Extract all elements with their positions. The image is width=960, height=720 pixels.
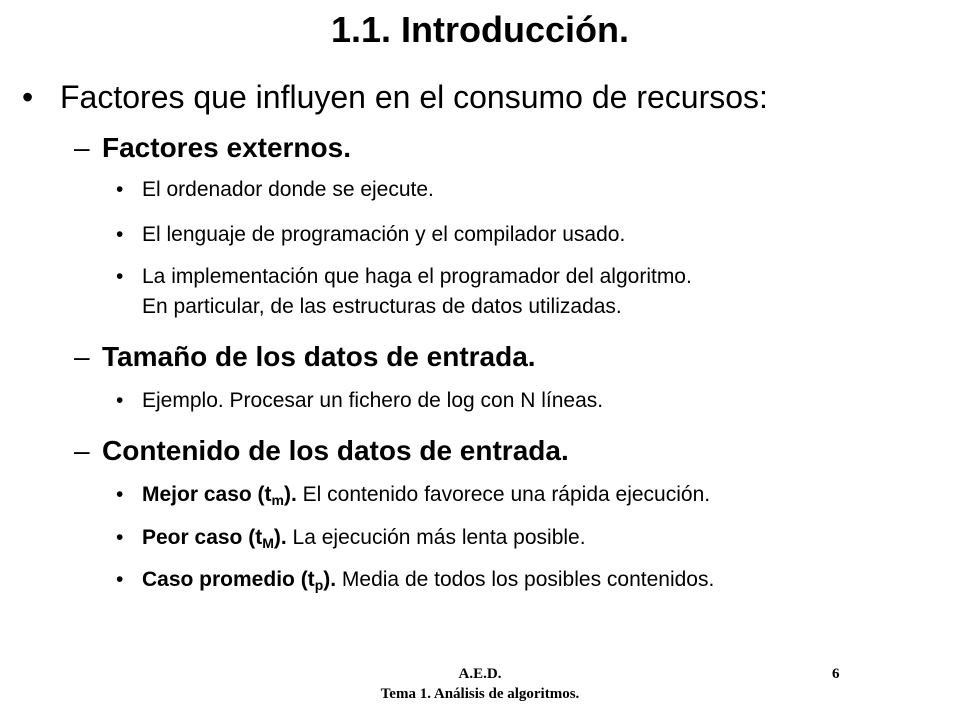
item-text: El ordenador donde se ejecute. xyxy=(142,178,434,201)
case-label-post: ). xyxy=(273,526,287,549)
footer-topic: Tema 1. Análisis de algoritmos. xyxy=(380,686,580,702)
bullet-mark: • xyxy=(116,483,124,506)
bullet-mark: • xyxy=(116,178,124,201)
section-heading-text: Factores externos. xyxy=(102,132,351,163)
case-label-pre: Mejor caso (t xyxy=(142,483,272,506)
list-item xyxy=(116,565,714,595)
list-item xyxy=(116,220,625,250)
bullet-mark: • xyxy=(116,265,124,288)
dash-mark: – xyxy=(74,341,90,372)
bullet-mark: • xyxy=(22,79,34,115)
section-heading-contenido-datos xyxy=(74,434,569,468)
bullet-mark: • xyxy=(116,389,124,412)
case-label xyxy=(142,526,287,549)
bullet-mark: • xyxy=(116,223,124,246)
case-subscript: M xyxy=(262,535,274,551)
case-subscript: p xyxy=(314,577,324,593)
case-label-pre: Caso promedio (t xyxy=(142,568,315,591)
section-heading-text: Tamaño de los datos de entrada. xyxy=(102,341,536,372)
case-label-pre: Peor caso (t xyxy=(142,526,263,549)
case-label xyxy=(142,483,297,506)
dash-mark: – xyxy=(74,132,90,163)
item-text: Ejemplo. Procesar un fichero de log con N líneas. xyxy=(142,389,604,412)
section-heading-text: Contenido de los datos de entrada. xyxy=(102,435,569,466)
list-item xyxy=(116,262,692,322)
main-bullet xyxy=(22,78,768,116)
case-subscript: m xyxy=(271,492,284,508)
item-text-line2: En particular, de las estructuras de datos utilizadas. xyxy=(142,295,622,318)
list-item xyxy=(116,480,710,510)
case-label-post: ). xyxy=(323,568,337,591)
case-label xyxy=(142,568,336,591)
case-label-post: ). xyxy=(283,483,297,506)
list-item xyxy=(116,523,586,553)
page-number: 6 xyxy=(832,666,840,682)
footer xyxy=(330,664,630,704)
dash-mark: – xyxy=(74,435,90,466)
section-heading-factores-externos xyxy=(74,131,351,165)
list-item xyxy=(116,175,434,205)
item-text: La ejecución más lenta posible. xyxy=(286,526,586,549)
item-text: El lenguaje de programación y el compilador usado. xyxy=(142,223,626,246)
list-item xyxy=(116,386,603,416)
slide-title: 1.1. Introducción. xyxy=(330,9,630,50)
section-heading-tamano-datos xyxy=(74,340,536,374)
footer-course: A.E.D. xyxy=(458,666,502,682)
bullet-mark: • xyxy=(116,526,124,549)
item-text: Media de todos los posibles contenidos. xyxy=(336,568,715,591)
bullet-mark: • xyxy=(116,568,124,591)
item-text: El contenido favorece una rápida ejecución. xyxy=(296,483,711,506)
main-point-text: Factores que influyen en el consumo de recursos: xyxy=(60,79,768,115)
item-text-line1: La implementación que haga el programador del algoritmo. xyxy=(142,265,692,288)
